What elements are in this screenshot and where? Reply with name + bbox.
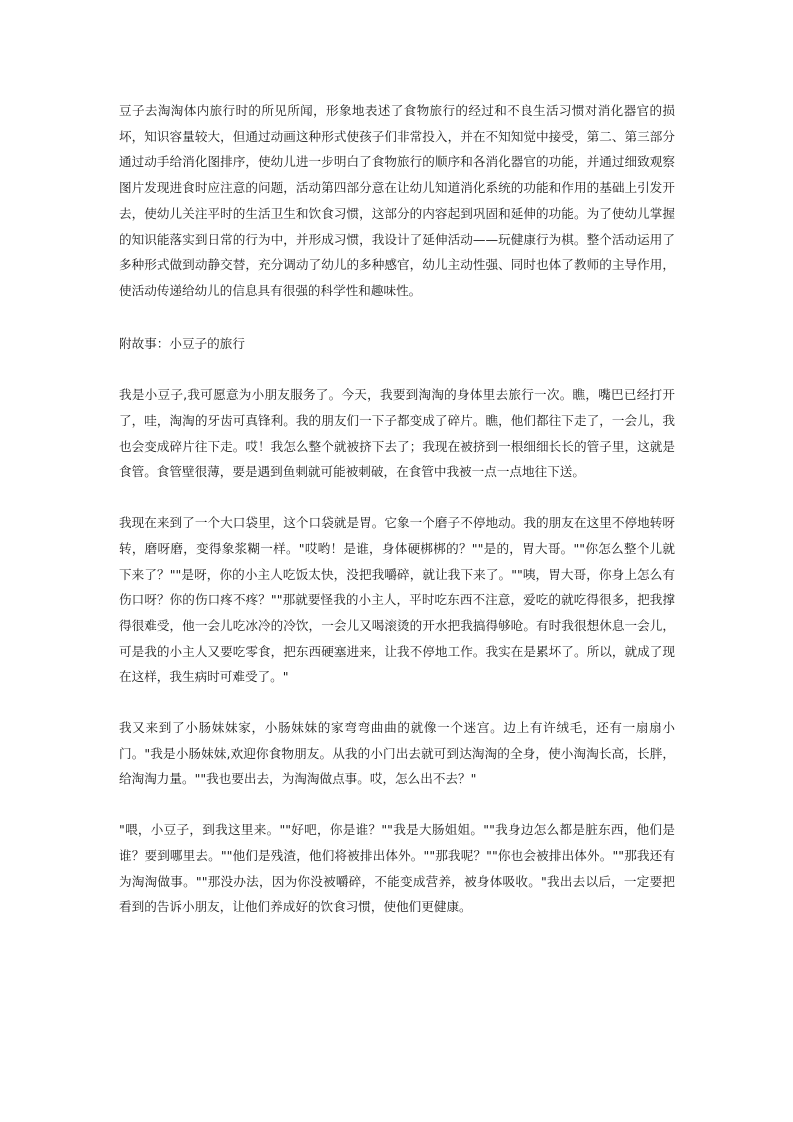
- intro-paragraph: 豆子去淘淘体内旅行时的所见所闻，形象地表述了食物旅行的经过和不良生活习惯对消化器官的损坏，知识容量较大，但通过动画这种形式使孩子们非常投入，并在不知知觉中接受，第二、第三部分通过动手给消化图排序，使幼儿进一步明白了食物旅行的顺序和各消化器官的功能，并通过细致观察图片发现进食时应注意的问题，活动第四部分意在让幼儿知道消化系统的功能和作用的基础上引发开去，使幼儿关注平时的生活卫生和饮食习惯，这部分的内容起到巩固和延伸的功能。为了使幼儿掌握的知识能落实到日常的行为中，并形成习惯，我设计了延伸活动——玩健康行为棋。整个活动运用了多种形式做到动静交替，充分调动了幼儿的多种感官，幼儿主动性强、同时也体了教师的主导作用，使活动传递给幼儿的信息具有很强的科学性和趣味性。: [119, 103, 675, 298]
- story-paragraph-mouth: 我是小豆子,我可愿意为小朋友服务了。今天，我要到淘淘的身体里去旅行一次。瞧，嘴巴已经打开了，哇，淘淘的牙齿可真锋利。我的朋友们一下子都变成了碎片。瞧，他们都往下走了，一会儿，我也会变成碎片往下走。哎！我怎么整个就被挤下去了；我现在被挤到一根细细长长的管子里，这就是食管。食管壁很薄，要是遇到鱼刺就可能被刺破，在食管中我被一点一点地往下送。: [119, 387, 675, 480]
- story-paragraph-large-intestine: "喂，小豆子，到我这里来。""好吧，你是谁？""我是大肠姐姐。""我身边怎么都是脏东西，他们是谁？要到哪里去。""他们是残渣，他们将被排出体外。""那我呢？""你也会被排出体外。""那我还有为淘淘做事。""那没办法，因为你没被嚼碎，不能变成营养，被身体吸收。"我出去以后，一定要把看到的告诉小朋友，让他们养成好的饮食习惯，使他们更健康。: [119, 822, 675, 915]
- story-heading: 附故事：小豆子的旅行: [119, 335, 245, 351]
- story-paragraph-small-intestine: 我又来到了小肠妹妹家，小肠妹妹的家弯弯曲曲的就像一个迷宫。边上有许绒毛，还有一扇扇小门。"我是小肠妹妹,欢迎你食物朋友。从我的小门出去就可到达淘淘的全身，使小淘淘长高，长胖，给淘淘力量。""我也要出去，为淘淘做点事。哎，怎么出不去？": [119, 720, 675, 787]
- document-body: [119, 98, 675, 920]
- story-paragraph-stomach: 我现在来到了一个大口袋里，这个口袋就是胃。它象一个磨子不停地动。我的朋友在这里不停地转呀转，磨呀磨，变得象浆糊一样。"哎哟！是谁，身体硬梆梆的？""是的，胃大哥。""你怎么整个儿就下来了？""是呀，你的小主人吃饭太快，没把我嚼碎，就让我下来了。""咦，胃大哥，你身上怎么有伤口呀？你的伤口疼不疼？""那就要怪我的小主人，平时吃东西不注意，爱吃的就吃得很多，把我撑得很难受，他一会儿吃冰冷的冷饮，一会儿又喝滚烫的开水把我搞得够呛。有时我很想休息一会儿，可是我的小主人又要吃零食，把东西硬塞进来，让我不停地工作。我实在是累坏了。所以，就成了现在这样，我生病时可难受了。": [119, 515, 675, 685]
